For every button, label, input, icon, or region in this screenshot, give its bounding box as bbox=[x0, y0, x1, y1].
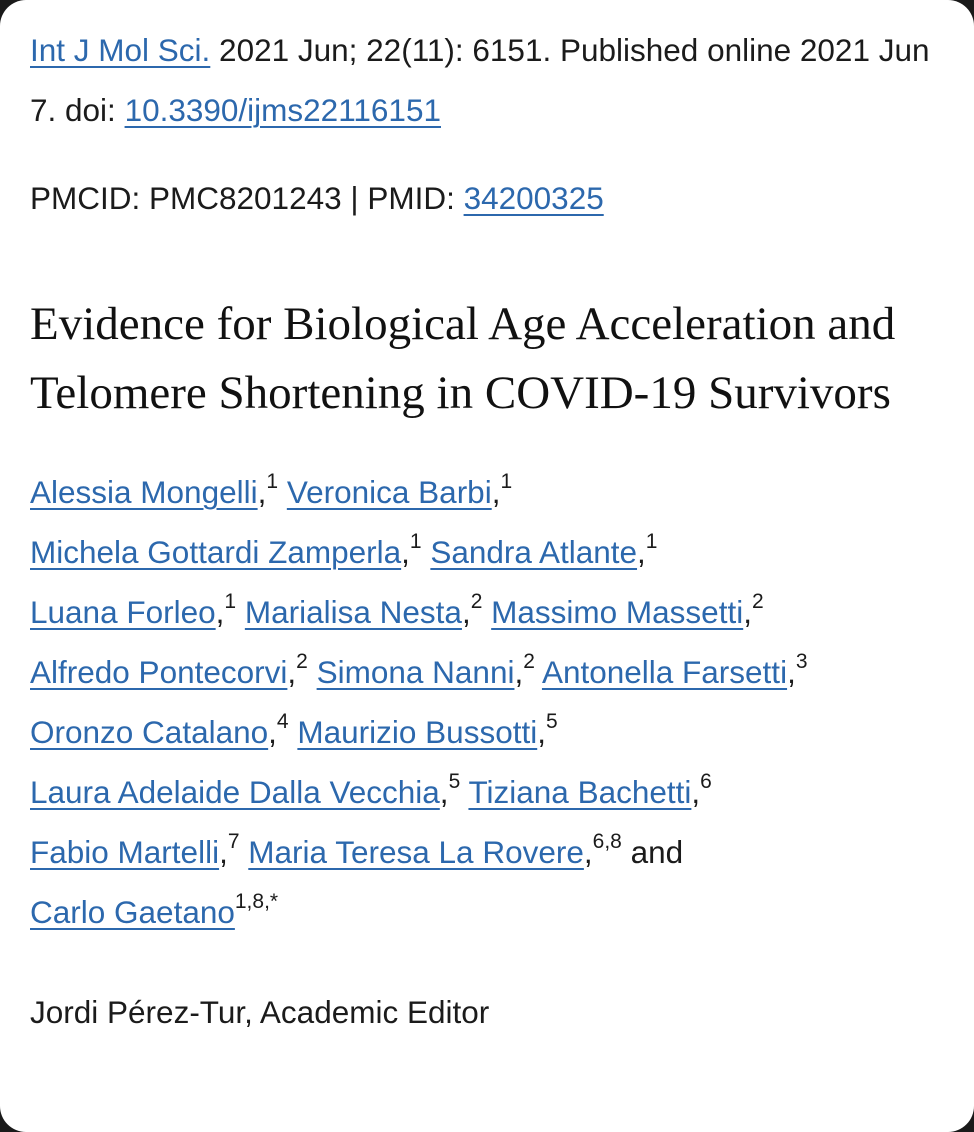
affiliation-marker[interactable]: 2 bbox=[296, 649, 308, 673]
author-link[interactable]: Sandra Atlante bbox=[430, 534, 638, 570]
affiliation-marker[interactable]: 1 bbox=[224, 589, 237, 613]
author-entry: Simona Nanni,$^2$ bbox=[316, 649, 535, 690]
author-entry: Alessia Mongelli,$^1$ bbox=[30, 469, 279, 510]
author-entry: Laura Adelaide Dalla Vecchia,$^5$ bbox=[30, 769, 461, 810]
author-link[interactable]: Alfredo Pontecorvi bbox=[30, 654, 288, 690]
affiliation-marker[interactable]: 1 bbox=[645, 529, 658, 553]
citation bbox=[30, 20, 944, 140]
pmcid-text: PMCID: PMC8201243 | PMID: bbox=[30, 180, 464, 216]
authors-and-text: and bbox=[621, 834, 684, 870]
author-link[interactable]: Michela Gottardi Zamperla bbox=[30, 534, 402, 570]
author-list bbox=[30, 462, 944, 942]
affiliation-marker[interactable]: 4 bbox=[276, 709, 289, 733]
citation-issue-text: 2021 Jun; 22(11): 6151. Published online 2021 Jun 7. doi: bbox=[30, 32, 930, 128]
affiliation-marker[interactable]: 5 bbox=[545, 709, 558, 733]
author-entry: Luana Forleo,$^1$ bbox=[30, 589, 237, 630]
affiliation-marker[interactable]: 1 bbox=[266, 469, 279, 493]
article-title: Evidence for Biological Age Acceleration and Telomere Shortening in COVID-19 Survivors bbox=[30, 298, 896, 419]
affiliation-marker[interactable]: 2 bbox=[751, 589, 764, 613]
author-link[interactable]: Fabio Martelli bbox=[30, 834, 220, 870]
author-entry: Michela Gottardi Zamperla,$^1$ bbox=[30, 529, 422, 570]
affiliation-marker[interactable]: 1 bbox=[500, 469, 513, 493]
affiliation-marker[interactable]: 1 bbox=[409, 529, 422, 553]
affiliation-marker[interactable]: 1,8,* bbox=[234, 889, 279, 913]
author-link[interactable]: Alessia Mongelli bbox=[30, 474, 258, 510]
author-link[interactable]: Tiziana Bachetti bbox=[468, 774, 692, 810]
affiliation-marker[interactable]: 3 bbox=[795, 649, 808, 673]
author-entry: Maurizio Bussotti,$^5$ bbox=[297, 709, 558, 750]
affiliation-marker[interactable]: 7 bbox=[227, 829, 240, 853]
author-entry bbox=[30, 889, 279, 930]
doi-link[interactable]: 10.3390/ijms22116151 bbox=[124, 92, 441, 128]
author-link[interactable]: Maurizio Bussotti bbox=[297, 714, 538, 750]
author-entry: Marialisa Nesta,$^2$ bbox=[244, 589, 483, 630]
author-link[interactable]: Luana Forleo bbox=[30, 594, 216, 630]
author-entry: Fabio Martelli,$^7$ bbox=[30, 829, 240, 870]
academic-editor: Jordi Pérez-Tur, Academic Editor bbox=[30, 994, 490, 1030]
author-entry: Veronica Barbi,$^1$ bbox=[286, 469, 513, 510]
author-link[interactable]: Antonella Farsetti bbox=[541, 654, 788, 690]
pmid-link[interactable]: 34200325 bbox=[463, 180, 604, 216]
author-link[interactable]: Oronzo Catalano bbox=[30, 714, 269, 750]
author-link[interactable]: Simona Nanni bbox=[316, 654, 515, 690]
identifiers bbox=[30, 168, 944, 228]
author-entry: Antonella Farsetti,$^3$ bbox=[541, 649, 808, 690]
author-entry: Massimo Massetti,$^2$ bbox=[491, 589, 764, 630]
author-entry: Tiziana Bachetti,$^6$ bbox=[468, 769, 712, 810]
author-entry: Oronzo Catalano,$^4$ bbox=[30, 709, 289, 750]
author-link[interactable]: Laura Adelaide Dalla Vecchia bbox=[30, 774, 440, 810]
author-link[interactable]: Carlo Gaetano bbox=[30, 894, 235, 930]
affiliation-marker[interactable]: 5 bbox=[448, 769, 461, 793]
affiliation-marker[interactable]: 6 bbox=[700, 769, 712, 793]
author-link[interactable]: Veronica Barbi bbox=[286, 474, 492, 510]
author-link[interactable]: Marialisa Nesta bbox=[244, 594, 462, 630]
affiliation-marker[interactable]: 6,8 bbox=[592, 829, 622, 853]
author-entry: Sandra Atlante,$^1$ bbox=[430, 529, 658, 570]
journal-link[interactable]: Int J Mol Sci. bbox=[30, 32, 211, 68]
author-link[interactable]: Massimo Massetti bbox=[491, 594, 744, 630]
author-link[interactable]: Maria Teresa La Rovere bbox=[248, 834, 584, 870]
author-entry: Maria Teresa La Rovere,$^{6,8}$ and bbox=[248, 829, 684, 870]
author-entry: Alfredo Pontecorvi,$^2$ bbox=[30, 649, 308, 690]
affiliation-marker[interactable]: 2 bbox=[470, 589, 483, 613]
affiliation-marker[interactable]: 2 bbox=[523, 649, 535, 673]
